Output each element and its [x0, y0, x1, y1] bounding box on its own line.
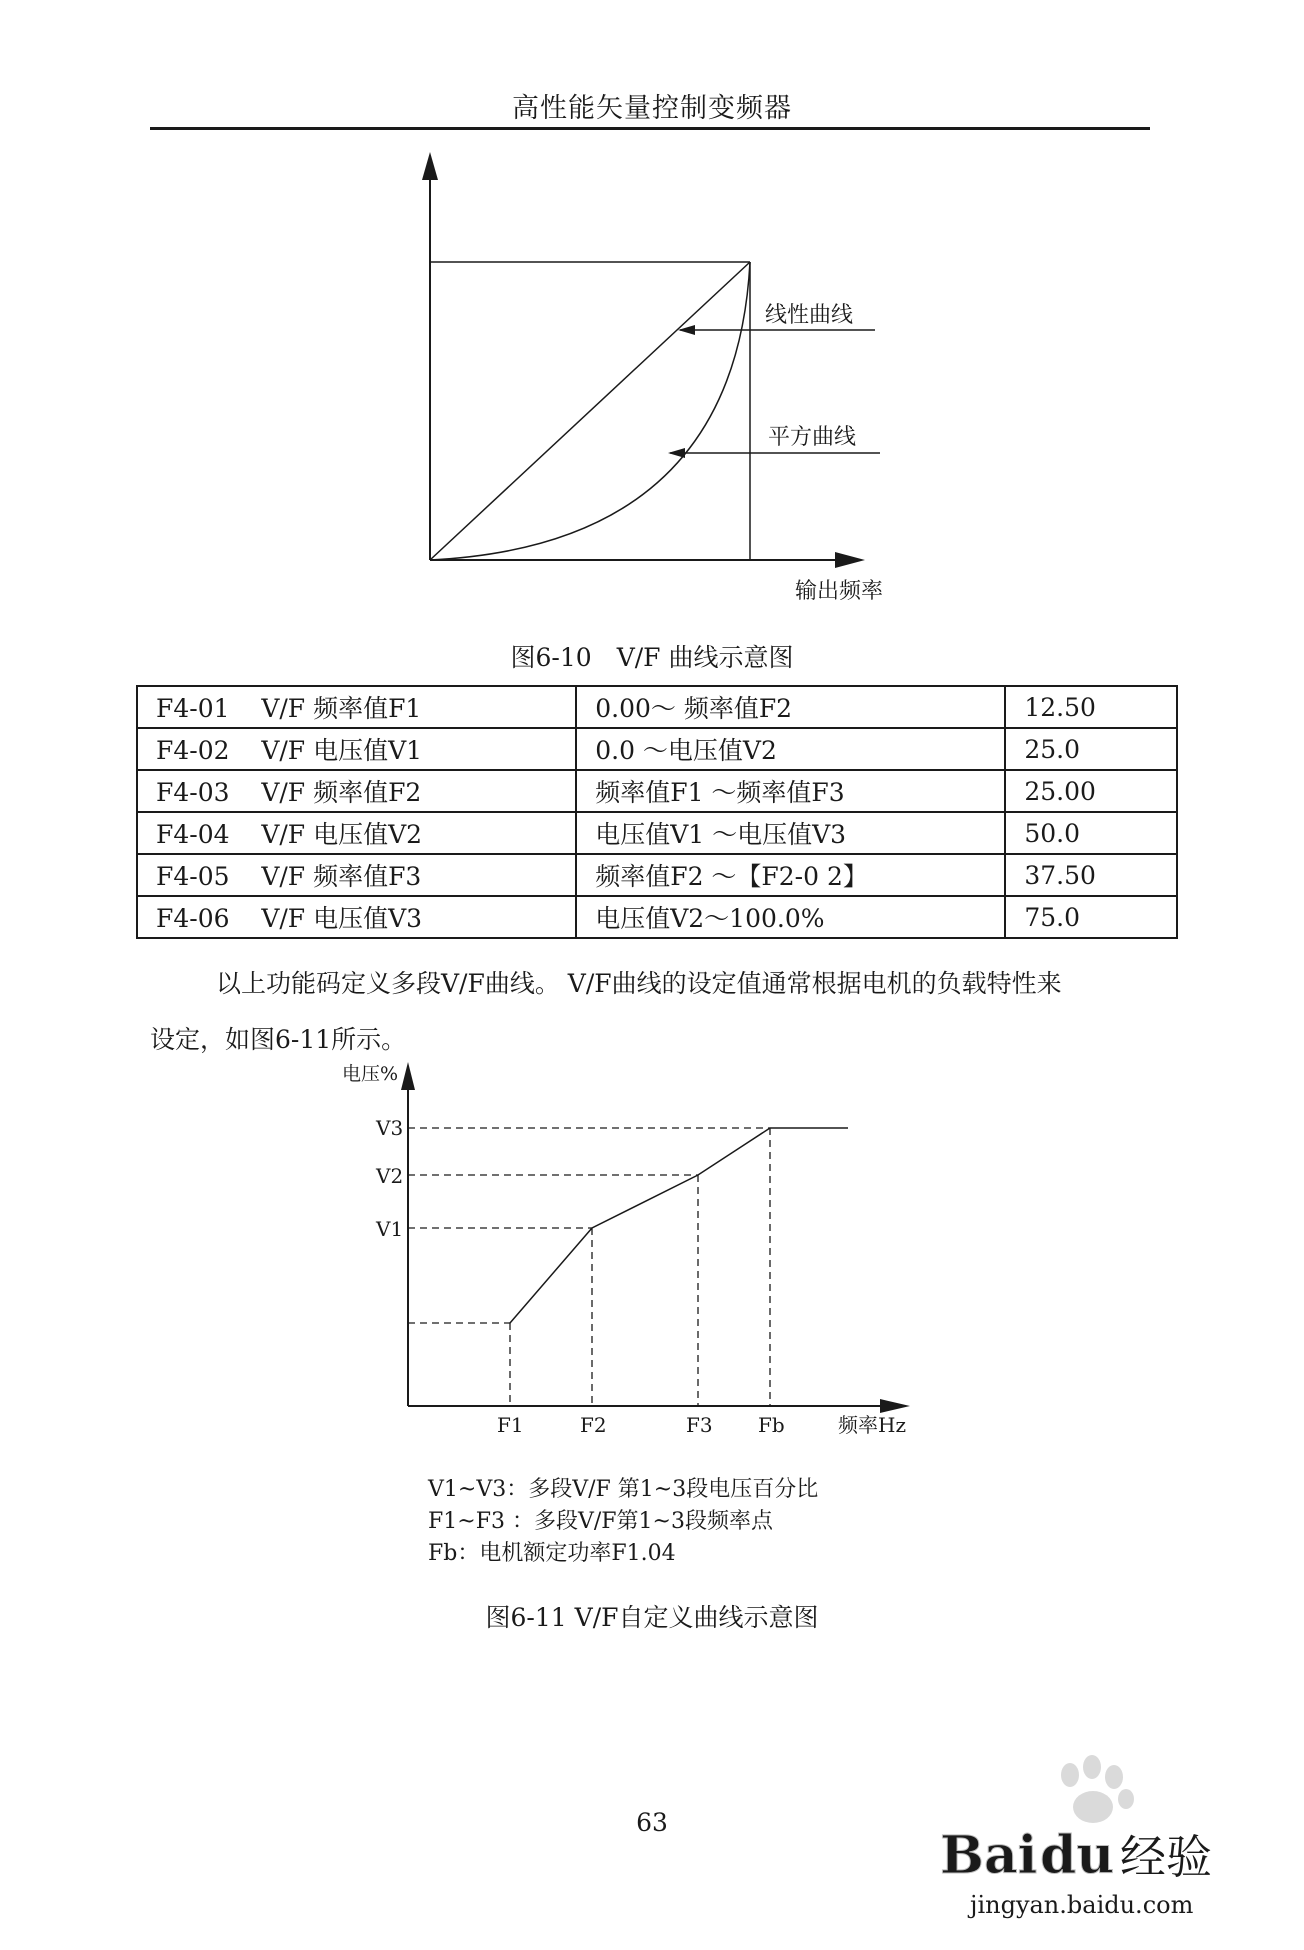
- param-range: 0.00～ 频率值F2: [576, 686, 1005, 728]
- legend-line-3: Fb：电机额定功率F1.04: [428, 1541, 676, 1566]
- figure2-caption: 图6-11 V/F自定义曲线示意图: [485, 1603, 819, 1632]
- x-tick-f1: F1: [497, 1413, 524, 1437]
- x-tick-fb: Fb: [758, 1413, 785, 1437]
- page-number: 63: [636, 1808, 668, 1837]
- baidu-jingyan-watermark-icon: [930, 1745, 1230, 1925]
- param-code-name: F4-01 V/F 频率值F1: [137, 686, 576, 728]
- param-default: 25.00: [1005, 770, 1177, 812]
- square-curve-label: 平方曲线: [768, 425, 857, 450]
- param-code-name: F4-05 V/F 频率值F3: [137, 854, 576, 896]
- param-range: 0.0 ～电压值V2: [576, 728, 1005, 770]
- x-axis-label: 输出频率: [795, 579, 884, 604]
- param-default: 12.50: [1005, 686, 1177, 728]
- y-tick-v2: V2: [376, 1164, 404, 1188]
- param-default: 25.0: [1005, 728, 1177, 770]
- paragraph-line-1: 以上功能码定义多段V/F曲线。 V/F曲线的设定值通常根据电机的负载特性来: [216, 969, 1062, 998]
- legend-line-2: F1~F3 ：多段V/F第1~3段频率点: [428, 1509, 773, 1534]
- param-code-name: F4-02 V/F 电压值V1: [137, 728, 576, 770]
- linear-curve-label: 线性曲线: [765, 303, 854, 328]
- param-code-name: F4-06 V/F 电压值V3: [137, 896, 576, 938]
- legend-line-1: V1~V3：多段V/F 第1~3段电压百分比: [428, 1477, 819, 1502]
- param-code-name: F4-04 V/F 电压值V2: [137, 812, 576, 854]
- y-tick-v3: V3: [376, 1116, 404, 1140]
- figure1-caption: 图6-10 V/F 曲线示意图: [510, 643, 794, 672]
- param-range: 频率值F1 ～频率值F3: [576, 770, 1005, 812]
- paragraph-line-2: 设定，如图6-11所示。: [150, 1025, 407, 1054]
- x-tick-f3: F3: [686, 1413, 713, 1437]
- param-range: 电压值V2～100.0%: [576, 896, 1005, 938]
- param-default: 50.0: [1005, 812, 1177, 854]
- y-axis-label: 电压%: [342, 1063, 399, 1085]
- x-tick-f2: F2: [580, 1413, 607, 1437]
- param-range: 频率值F2 ～【F2-0 2】: [576, 854, 1005, 896]
- param-default: 75.0: [1005, 896, 1177, 938]
- param-range: 电压值V1 ～电压值V3: [576, 812, 1005, 854]
- svg-text:Bai: Bai: [940, 1825, 1038, 1886]
- param-default: 37.50: [1005, 854, 1177, 896]
- svg-text:du: du: [1040, 1825, 1115, 1886]
- y-tick-v1: V1: [376, 1217, 404, 1241]
- param-code-name: F4-03 V/F 频率值F2: [137, 770, 576, 812]
- x-axis-label: 频率Hz: [838, 1413, 906, 1437]
- svg-text:jingyan.baidu.com: jingyan.baidu.com: [970, 1891, 1194, 1919]
- header-title: 高性能矢量控制变频器: [512, 93, 792, 124]
- svg-text:经验: 经验: [1120, 1830, 1212, 1884]
